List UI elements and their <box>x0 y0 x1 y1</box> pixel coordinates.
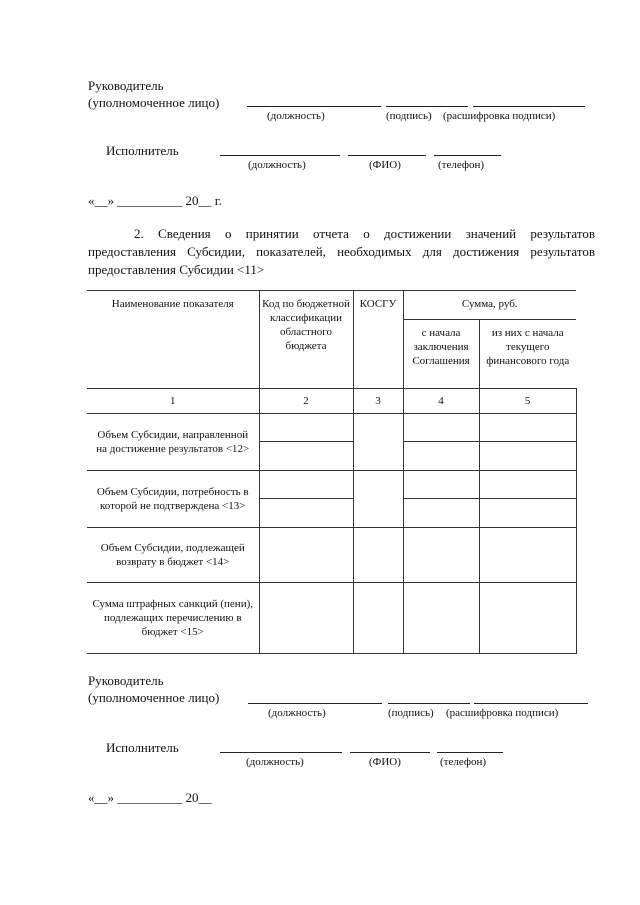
phone-caption: (телефон) <box>438 159 485 171</box>
table-cell[interactable] <box>403 499 479 528</box>
report-acceptance-table <box>87 290 577 654</box>
table-cell[interactable] <box>479 442 576 471</box>
fio-caption: (ФИО) <box>369 756 401 768</box>
table-cell[interactable] <box>353 528 403 583</box>
table-cell[interactable] <box>259 414 353 442</box>
row-label-directed: Объем Субсидии, направленной на достижение результатов <12> <box>87 414 259 471</box>
table-cell[interactable] <box>259 528 353 583</box>
executor-position-line[interactable] <box>220 155 340 156</box>
row-label-return: Объем Субсидии, подлежащей возврату в бюджет <14> <box>87 528 259 583</box>
position-caption: (должность) <box>268 707 326 719</box>
table-row <box>87 583 576 654</box>
table-row <box>87 528 576 583</box>
header-amount: Сумма, руб. <box>403 291 576 320</box>
executor-position-caption: (должность) <box>248 159 306 171</box>
head-title: Руководитель <box>88 78 164 93</box>
table-cell[interactable] <box>403 442 479 471</box>
row-label-penalties: Сумма штрафных санкций (пени), подлежащих перечислению в бюджет <15> <box>87 583 259 654</box>
decoding-line[interactable] <box>474 703 588 704</box>
date-field[interactable]: «__» __________ 20__ г. <box>88 193 222 208</box>
table-cell[interactable] <box>403 471 479 499</box>
table-row <box>87 414 576 442</box>
col-number: 5 <box>479 389 576 414</box>
fio-caption: (ФИО) <box>369 159 401 171</box>
table-cell[interactable] <box>353 471 403 528</box>
col-number: 3 <box>353 389 403 414</box>
signature-caption: (подпись) <box>388 707 434 719</box>
signature-caption: (подпись) <box>386 110 432 122</box>
table-cell[interactable] <box>479 583 576 654</box>
col-number: 4 <box>403 389 479 414</box>
phone-line[interactable] <box>437 752 503 753</box>
position-line[interactable] <box>247 106 381 107</box>
table-cell[interactable] <box>479 414 576 442</box>
header-since-agreement: с начала заключения Соглашения <box>403 320 479 389</box>
header-budget-code: Код по бюджетной классификации областного бюджета <box>259 291 353 389</box>
table-cell[interactable] <box>403 414 479 442</box>
signature-line[interactable] <box>386 106 468 107</box>
head-subtitle: (уполномоченное лицо) <box>88 690 220 705</box>
executor-position-line[interactable] <box>220 752 342 753</box>
header-current-year: из них с начала текущего финансового года <box>479 320 576 389</box>
phone-caption: (телефон) <box>440 756 487 768</box>
col-number: 2 <box>259 389 353 414</box>
decoding-line[interactable] <box>473 106 585 107</box>
table-cell[interactable] <box>353 414 403 471</box>
decoding-caption: (расшифровка подписи) <box>443 110 556 122</box>
row-label-unconfirmed: Объем Субсидии, потребность в которой не подтверждена <13> <box>87 471 259 528</box>
table-cell[interactable] <box>403 528 479 583</box>
fio-line[interactable] <box>350 752 430 753</box>
table-cell[interactable] <box>479 528 576 583</box>
position-line[interactable] <box>248 703 382 704</box>
table-cell[interactable] <box>353 583 403 654</box>
header-kosgu: КОСГУ <box>353 291 403 389</box>
column-number-row <box>87 389 576 414</box>
date-field[interactable]: «__» __________ 20__ <box>88 790 212 805</box>
table-cell[interactable] <box>479 471 576 499</box>
signature-line[interactable] <box>388 703 470 704</box>
fio-line[interactable] <box>348 155 426 156</box>
table-cell[interactable] <box>259 583 353 654</box>
executor-label: Исполнитель <box>106 740 179 755</box>
table-cell[interactable] <box>479 499 576 528</box>
table-cell[interactable] <box>259 442 353 471</box>
executor-label: Исполнитель <box>106 143 179 158</box>
col-number: 1 <box>87 389 259 414</box>
table-row <box>87 471 576 499</box>
phone-line[interactable] <box>434 155 501 156</box>
header-indicator: Наименование показателя <box>87 291 259 389</box>
position-caption: (должность) <box>267 110 325 122</box>
table-cell[interactable] <box>259 471 353 499</box>
table-cell[interactable] <box>259 499 353 528</box>
decoding-caption: (расшифровка подписи) <box>446 707 559 719</box>
head-title: Руководитель <box>88 673 164 688</box>
executor-position-caption: (должность) <box>246 756 304 768</box>
table-cell[interactable] <box>403 583 479 654</box>
head-subtitle: (уполномоченное лицо) <box>88 95 220 110</box>
section-heading: 2. Сведения о принятии отчета о достижении значений результатов предоставления Субсидии, показателей, необходимых для достижения результатов предоставления Субсидии <11> <box>88 226 595 277</box>
